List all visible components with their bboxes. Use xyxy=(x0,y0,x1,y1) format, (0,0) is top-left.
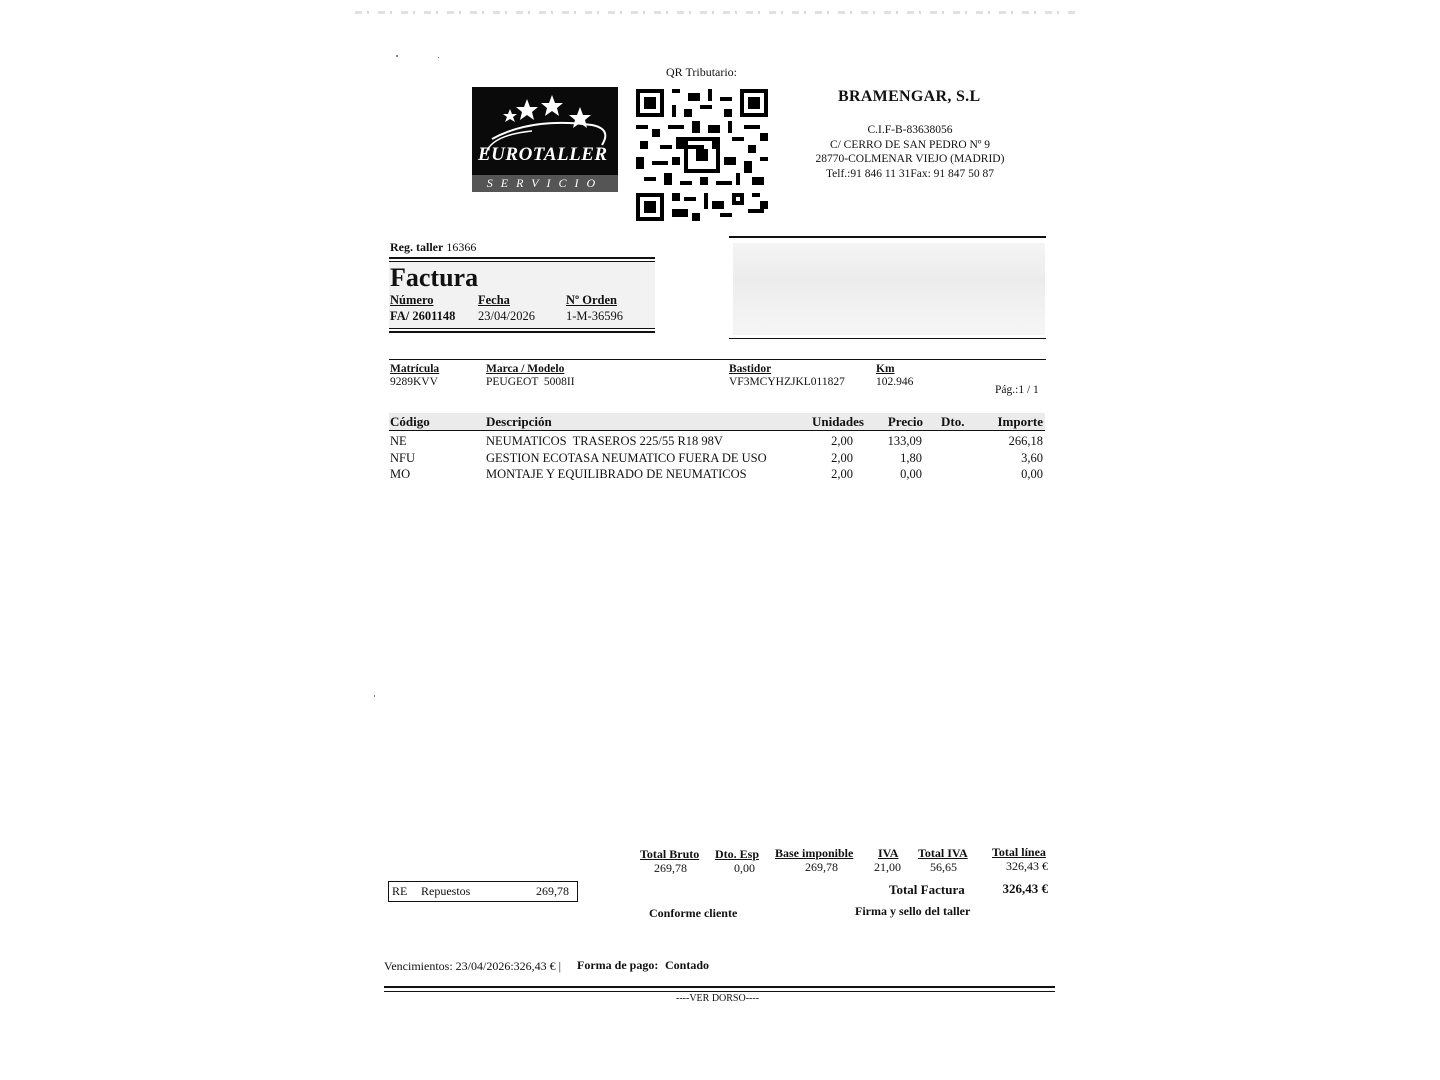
qr-label: QR Tributario: xyxy=(666,65,738,79)
divider xyxy=(384,991,1055,992)
summary-amount: 269,78 xyxy=(536,884,569,898)
row-precio: 1,80 xyxy=(900,451,922,465)
divider xyxy=(729,338,1046,339)
col-descripcion: Descripción xyxy=(486,414,552,429)
total-bruto-label: Total Bruto xyxy=(640,847,700,861)
divider xyxy=(729,236,1046,238)
client-address-box xyxy=(733,243,1045,335)
bastidor-value: VF3MCYHZJKL011827 xyxy=(729,376,845,388)
payment-method-value: Contado xyxy=(665,958,710,972)
total-iva-value: 56,65 xyxy=(930,860,957,874)
dto-esp-value: 0,00 xyxy=(734,861,755,875)
page-number: Pág.:1 / 1 xyxy=(995,384,1039,396)
iva-value: 21,00 xyxy=(874,860,901,874)
divider xyxy=(389,257,655,259)
scan-speck xyxy=(396,55,398,57)
divider xyxy=(384,986,1055,988)
logo-tagline: SERVICIO xyxy=(472,175,618,192)
client-signature-label: Conforme cliente xyxy=(649,906,738,920)
row-descripcion: NEUMATICOS TRASEROS 225/55 R18 98V xyxy=(486,434,723,448)
payment-method-label: Forma de pago: xyxy=(577,958,659,972)
row-precio: 133,09 xyxy=(887,434,922,448)
matricula-label: Matrícula xyxy=(390,363,440,375)
workshop-signature-label: Firma y sello del taller xyxy=(855,904,971,918)
row-precio: 0,00 xyxy=(900,467,922,481)
summary-code: RE xyxy=(392,884,408,898)
col-dto: Dto. xyxy=(941,414,965,429)
invoice-date: 23/04/2026 xyxy=(478,309,535,323)
invoice-number: FA/ 2601148 xyxy=(390,309,456,323)
bastidor-label: Bastidor xyxy=(729,363,772,375)
marca-label: Marca / Modelo xyxy=(486,363,565,375)
ver-dorso-note: ----VER DORSO---- xyxy=(676,993,760,1004)
divider xyxy=(389,328,655,329)
company-details xyxy=(800,123,1020,181)
total-linea-value: 326,43 € xyxy=(1006,859,1048,873)
col-codigo: Código xyxy=(390,414,430,429)
divider xyxy=(389,430,1045,431)
orden-label: Nº Orden xyxy=(566,293,618,307)
col-precio: Precio xyxy=(887,414,923,429)
parts-summary-box xyxy=(388,881,578,902)
row-importe: 0,00 xyxy=(1021,467,1043,481)
row-descripcion: GESTION ECOTASA NEUMATICO FUERA DE USO xyxy=(486,451,767,465)
company-name: BRAMENGAR, S.L xyxy=(838,88,981,105)
divider xyxy=(389,331,655,333)
qr-code-icon xyxy=(636,89,768,221)
scan-speck xyxy=(374,695,375,697)
base-imponible-value: 269,78 xyxy=(805,860,838,874)
col-importe: Importe xyxy=(997,414,1043,429)
matricula-value: 9289KVV xyxy=(390,376,438,388)
total-bruto-value: 269,78 xyxy=(654,861,687,875)
total-iva-label: Total IVA xyxy=(918,846,968,860)
logo-brand-text: EUROTALLER xyxy=(478,144,608,165)
due-dates: Vencimientos: 23/04/2026:326,43 € | xyxy=(384,959,562,973)
marca-value: PEUGEOT 5008II xyxy=(486,376,575,388)
base-imponible-label: Base imponible xyxy=(775,846,854,860)
row-codigo: NFU xyxy=(390,451,416,465)
km-label: Km xyxy=(876,363,895,375)
col-unidades: Unidades xyxy=(811,414,864,429)
iva-label: IVA xyxy=(878,846,899,860)
row-importe: 266,18 xyxy=(1008,434,1043,448)
row-codigo: MO xyxy=(390,467,411,481)
fecha-label: Fecha xyxy=(478,293,510,307)
dto-esp-label: Dto. Esp xyxy=(715,847,760,861)
invoice-title: Factura xyxy=(390,263,479,292)
company-city: 28770-COLMENAR VIEJO (MADRID) xyxy=(815,153,1005,165)
reg-label: Reg. taller xyxy=(390,240,444,254)
order-number: 1-M-36596 xyxy=(566,309,623,323)
company-cif: C.I.F-B-83638056 xyxy=(867,124,953,136)
total-linea-label: Total línea xyxy=(992,845,1046,859)
total-factura-label: Total Factura xyxy=(889,882,965,897)
eurotaller-logo xyxy=(472,87,618,192)
row-unidades: 2,00 xyxy=(831,467,853,481)
numero-label: Número xyxy=(390,293,434,307)
row-unidades: 2,00 xyxy=(831,451,853,465)
company-address: C/ CERRO DE SAN PEDRO Nº 9 xyxy=(829,138,991,151)
km-value: 102.946 xyxy=(876,376,914,388)
workshop-registration xyxy=(390,240,476,255)
divider xyxy=(389,359,1046,360)
summary-label: Repuestos xyxy=(421,884,471,898)
row-importe: 3,60 xyxy=(1021,451,1043,465)
scan-noise xyxy=(355,11,1080,14)
total-factura-value: 326,43 € xyxy=(1002,881,1048,896)
row-descripcion: MONTAJE Y EQUILIBRADO DE NEUMATICOS xyxy=(486,467,747,481)
row-codigo: NE xyxy=(390,434,407,448)
scan-speck xyxy=(438,57,439,58)
row-unidades: 2,00 xyxy=(831,434,853,448)
reg-value: 16366 xyxy=(446,240,477,254)
company-phone: Telf.:91 846 11 31Fax: 91 847 50 87 xyxy=(825,167,995,180)
